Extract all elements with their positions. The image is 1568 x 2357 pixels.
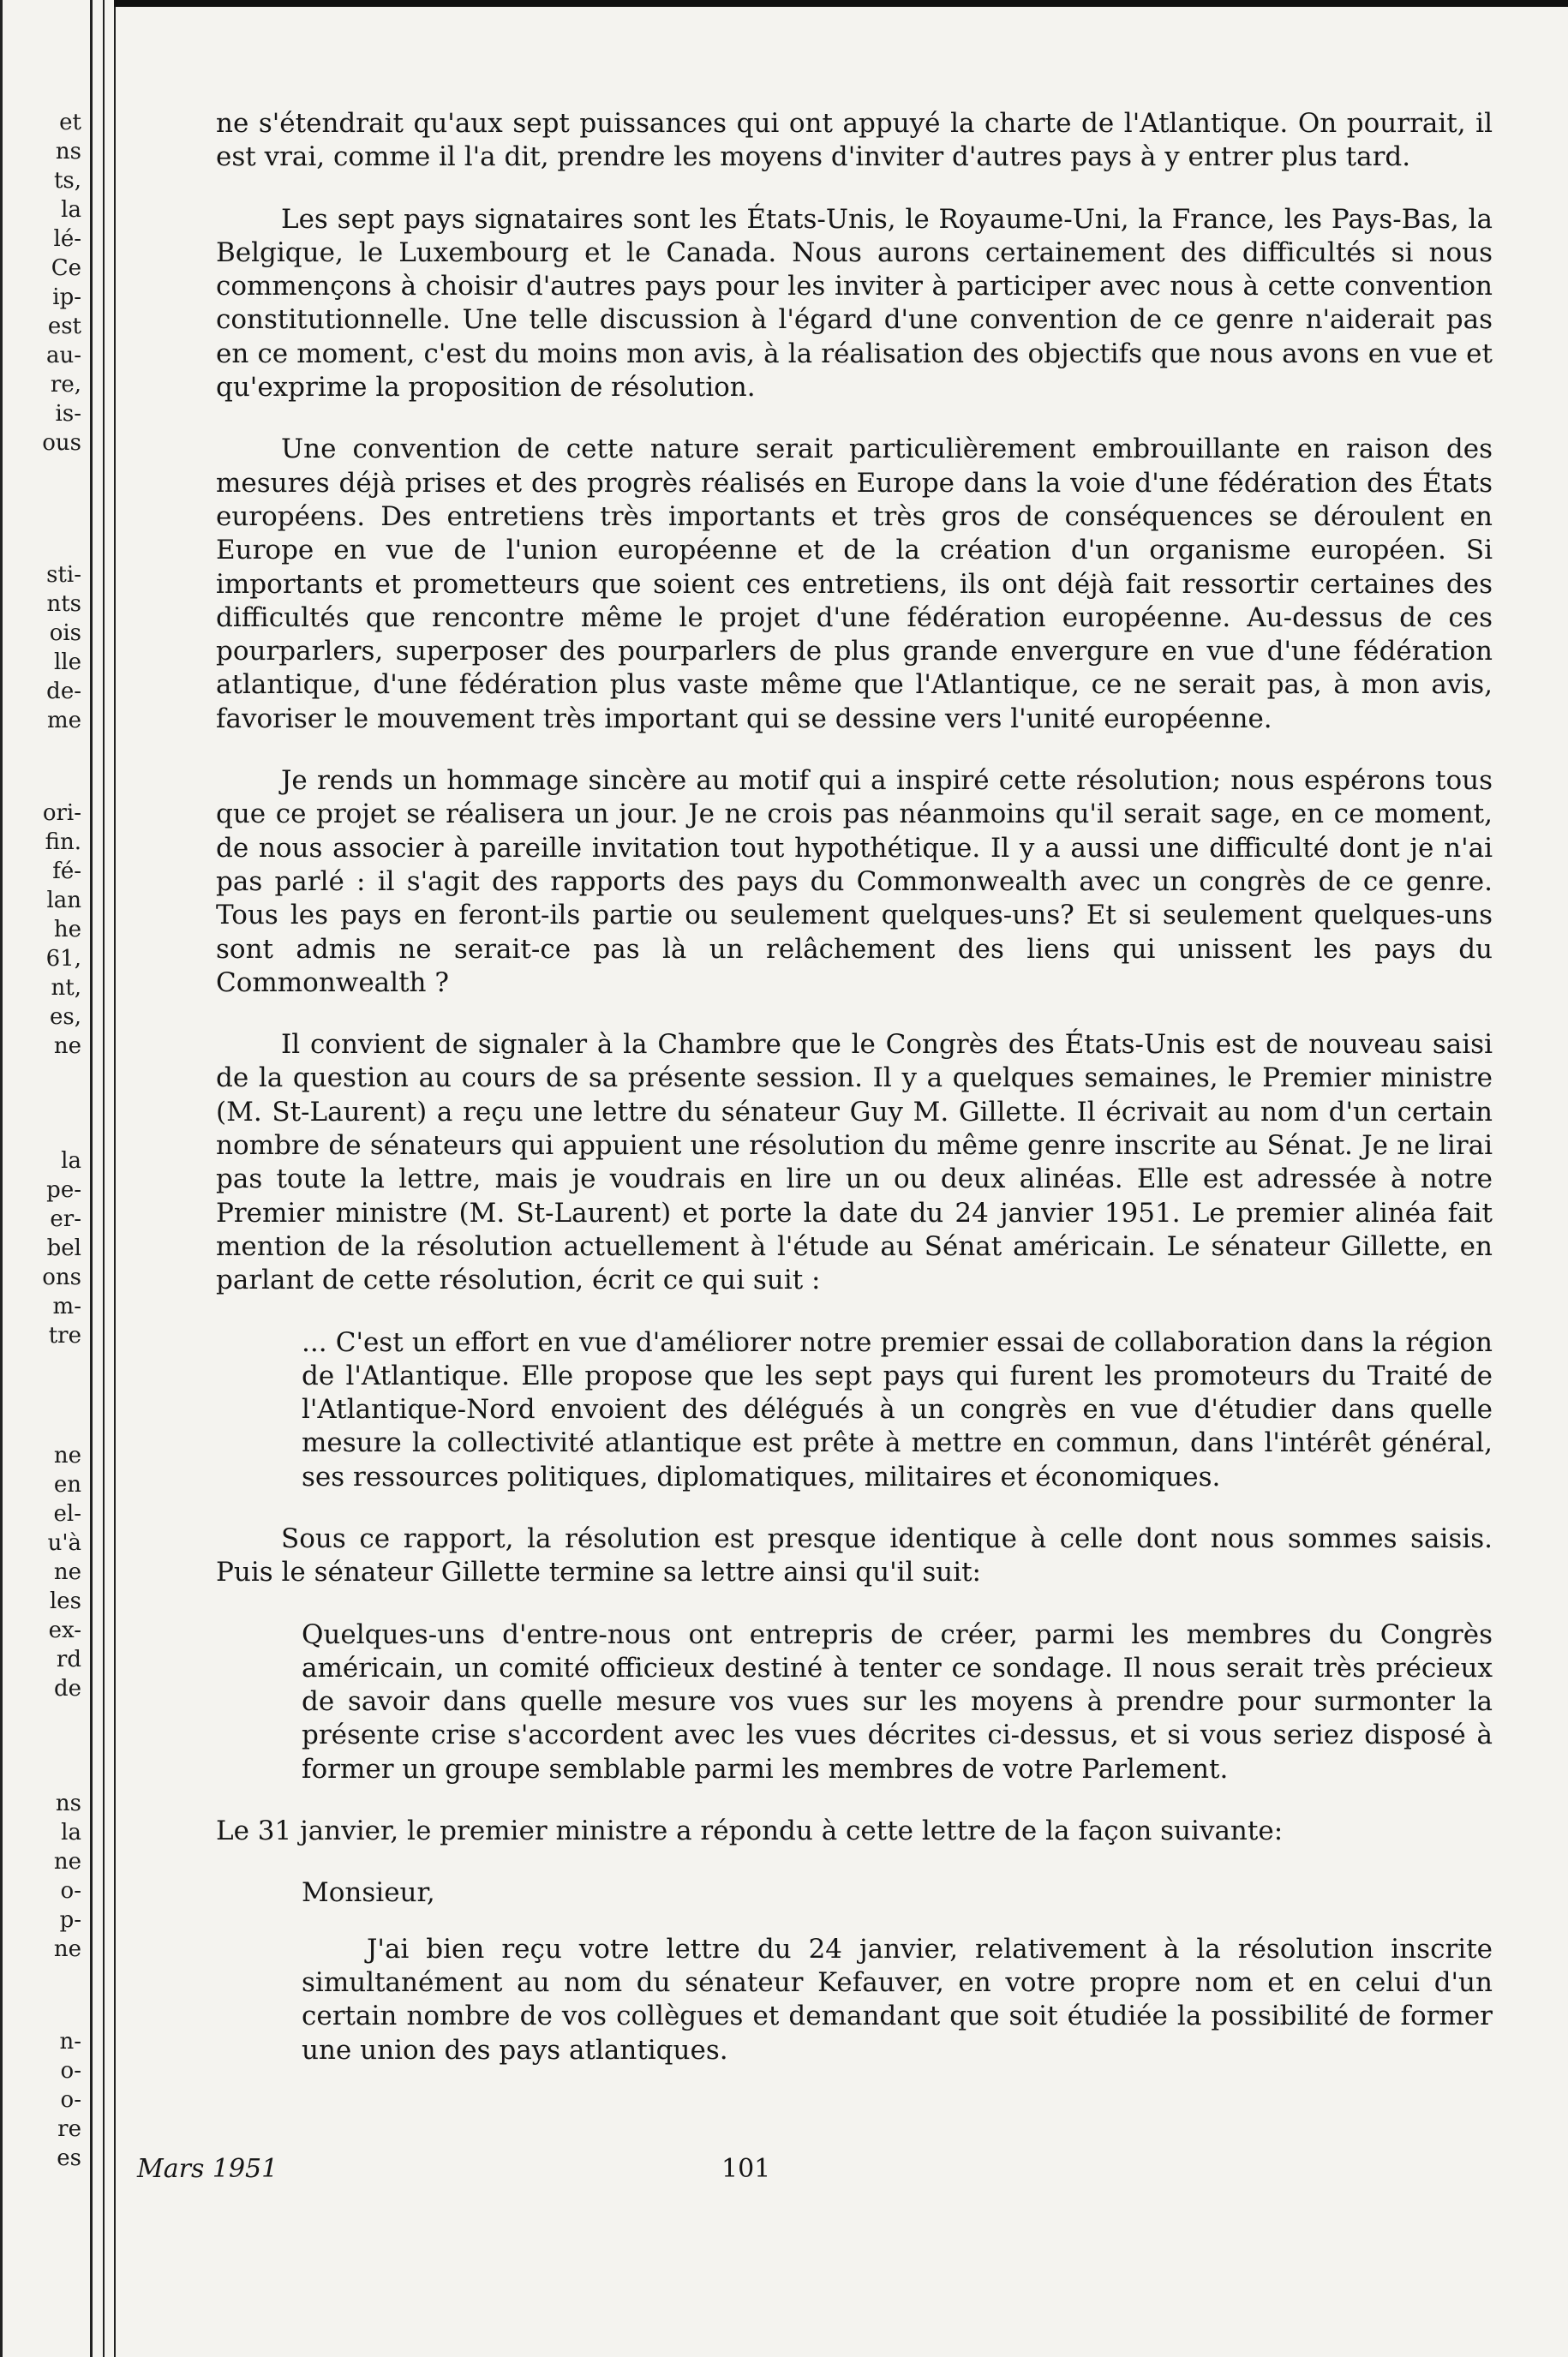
margin-fragment: u'à (47, 1530, 81, 1556)
margin-fragment: ns (55, 139, 81, 165)
margin-fragment: sti- (46, 562, 81, 588)
gutter-line (90, 0, 93, 2357)
margin-fragment: la (61, 197, 81, 223)
margin-fragment: el- (53, 1501, 81, 1527)
margin-fragment: 61, (45, 946, 81, 972)
margin-fragment: de- (46, 679, 81, 704)
margin-fragment: m- (52, 1294, 81, 1319)
quote-text: Quelques-uns d'entre-nous ont entrepris de créer, parmi les membres du Congrès américain, un comité officieux destiné à tenter ce sondage. Il nous serait très précieux de savoir dans quelle mesure vos vues sur les moyens à prendre pour surmonter la présente crise s'accordent avec les vues décrites ci-dessus, et si vous seriez disposé à former un groupe semblable parmi les membres de votre Parlement. (302, 1618, 1493, 1785)
gutter-line (114, 0, 116, 2357)
page-number: 101 (721, 2154, 771, 2184)
margin-fragment: n- (59, 2029, 81, 2055)
margin-fragment: ns (55, 1791, 81, 1816)
margin-fragment: fin. (45, 829, 81, 855)
letter-salutation: Monsieur, (302, 1877, 435, 1909)
margin-fragment: et (59, 110, 81, 135)
margin-fragment: lan (46, 888, 81, 913)
previous-page-margin (0, 103, 88, 2330)
paragraph: Il convient de signaler à la Chambre que le Congrès des États-Unis est de nouveau saisi de la question au cours de sa présente session. Il y a quelques semaines, le Premier ministre (M. St-Laurent) a reçu une lettre du sénateur Guy M. Gillette. Il écrivait au nom d'un certain nombre de sénateurs qui appuient une résolution du même genre inscrite au Sénat. Je ne lirai pas toute la lettre, mais je voudrais en lire un ou deux alinéas. Elle est adressée à notre Premier ministre (M. St-Laurent) et porte la date du 24 janvier 1951. Le premier alinéa fait mention de la résolution actuellement à l'étude au Sénat américain. Le sénateur Gillette, en parlant de cette résolution, écrit ce qui suit : (216, 1029, 1493, 1296)
margin-fragment: ne (53, 1033, 81, 1059)
paragraph: Sous ce rapport, la résolution est presque identique à celle dont nous sommes saisis. Puis le sénateur Gillette termine sa lettre ainsi qu'il suit: (216, 1522, 1493, 1588)
margin-fragment: es, (50, 1004, 81, 1030)
letter-text: J'ai bien reçu votre lettre du 24 janvier, relativement à la résolution inscrite simultanément au nom du sénateur Kefauver, en votre propre nom et en celui d'un certain nombre de vos collègues et demandant que soit étudiée la possibilité de former une union des pays atlantiques. (302, 1933, 1493, 2066)
margin-fragment: nt, (51, 975, 81, 1001)
margin-fragment: ons (42, 1265, 81, 1290)
page-body (216, 107, 1493, 2067)
margin-fragment: ne (53, 1936, 81, 1962)
margin-fragment: Ce (51, 255, 81, 281)
margin-fragment: en (53, 1472, 81, 1498)
margin-fragment: me (46, 708, 81, 733)
margin-fragment: re, (50, 372, 81, 398)
margin-fragment: he (53, 917, 81, 942)
margin-fragment: is- (55, 401, 81, 427)
paragraph: Les sept pays signataires sont les États-Unis, le Royaume-Uni, la France, les Pays-Bas, la Belgique, le Luxembourg et le Canada. Nous aurons certainement des difficultés si nous commençons à choisir d'autres pays pour les inviter à participer avec nous à cette convention constitutionnelle. Une telle discussion à l'égard d'une convention de ce genre n'aiderait pas en ce moment, c'est du moins mon avis, à la réalisation des objectifs que nous avons en vue et qu'exprime la proposition de résolution. (216, 203, 1493, 404)
quote-text: ... C'est un effort en vue d'améliorer notre premier essai de collaboration dans la région de l'Atlantique. Elle propose que les sept pays qui furent les promoteurs du Traité de l'Atlantique-Nord envoient des délégués à un congrès en vue d'étudier dans quelle mesure la collectivité atlantique est prête à mettre en commun, dans l'intérêt général, ses ressources politiques, diplomatiques, militaires et économiques. (302, 1326, 1493, 1493)
margin-fragment: au- (45, 343, 81, 368)
paragraph: Une convention de cette nature serait particulièrement embrouillante en raison des mesures déjà prises et des progrès réalisés en Europe dans la voie d'une fédération des États européens. Des entretiens très importants et très gros de conséquences se déroulent en Europe en vue de l'union européenne et de la création d'un organisme européen. Si importants et prometteurs que soient ces entretiens, ils ont déjà fait ressortir certaines des difficultés que rencontre même le projet d'une fédération européenne. Au-dessus de ces pourparlers, superposer des pourparlers de plus grande envergure en vue d'une fédération atlantique, d'une fédération plus vaste même que l'Atlantique, ce ne serait pas, à mon avis, favoriser le mouvement très important qui se dessine vers l'unité européenne. (216, 434, 1493, 734)
margin-fragment: ous (42, 430, 81, 456)
margin-fragment: re (57, 2116, 81, 2142)
margin-fragment: ois (49, 620, 81, 646)
margin-fragment: es (57, 2145, 81, 2171)
margin-fragment: ex- (48, 1618, 81, 1643)
block-quote (302, 1618, 1493, 1786)
gutter-line (103, 0, 105, 2357)
paragraph: ne s'étendrait qu'aux sept puissances qui ont appuyé la charte de l'Atlantique. On pourrait, il est vrai, comme il l'a dit, prendre les moyens d'inviter d'autres pays à y entrer plus tard. (216, 108, 1493, 173)
margin-fragment: p- (59, 1907, 81, 1933)
margin-fragment: les (49, 1588, 81, 1614)
margin-fragment: tre (48, 1323, 81, 1349)
margin-fragment: bel (46, 1235, 81, 1261)
paragraph: Le 31 janvier, le premier ministre a répondu à cette lettre de la façon suivante: (216, 1816, 1284, 1847)
margin-fragment: ne (53, 1559, 81, 1585)
margin-fragment: o- (60, 2058, 81, 2084)
margin-fragment: la (61, 1820, 81, 1846)
margin-fragment: ts, (53, 168, 81, 194)
page-top-edge (114, 0, 1568, 7)
margin-fragment: rd (56, 1647, 81, 1672)
margin-fragment: ne (53, 1443, 81, 1469)
margin-fragment: lé- (53, 226, 81, 252)
margin-fragment: pe- (46, 1177, 81, 1203)
footer-date: Mars 1951 (137, 2154, 278, 2184)
margin-fragment: ne (53, 1849, 81, 1875)
margin-fragment: er- (50, 1206, 81, 1232)
margin-fragment: ip- (52, 284, 81, 310)
paragraph: Je rends un hommage sincère au motif qui a inspiré cette résolution; nous espérons tous que ce projet se réalisera un jour. Je ne crois pas néanmoins qu'il serait sage, en ce moment, de nous associer à pareille invitation tout hypothétique. Il y a aussi une difficulté dont je n'ai pas parlé : il s'agit des rapports des pays du Commonwealth avec un congrès de ce genre. Tous les pays en feront-ils partie ou seulement quelques-uns? Et si seulement quelques-uns sont admis ne serait-ce pas là un relâchement des liens qui unissent les pays du Commonwealth ? (216, 765, 1493, 998)
margin-fragment: la (61, 1148, 81, 1174)
margin-fragment: fé- (52, 858, 81, 884)
margin-fragment: o- (60, 1878, 81, 1904)
margin-fragment: de (53, 1676, 81, 1702)
margin-fragment: est (47, 314, 81, 339)
margin-fragment: nts (46, 591, 81, 617)
margin-fragment: ori- (42, 800, 81, 826)
block-quote (302, 1326, 1493, 1494)
margin-fragment: o- (60, 2087, 81, 2113)
margin-fragment: lle (53, 649, 81, 675)
